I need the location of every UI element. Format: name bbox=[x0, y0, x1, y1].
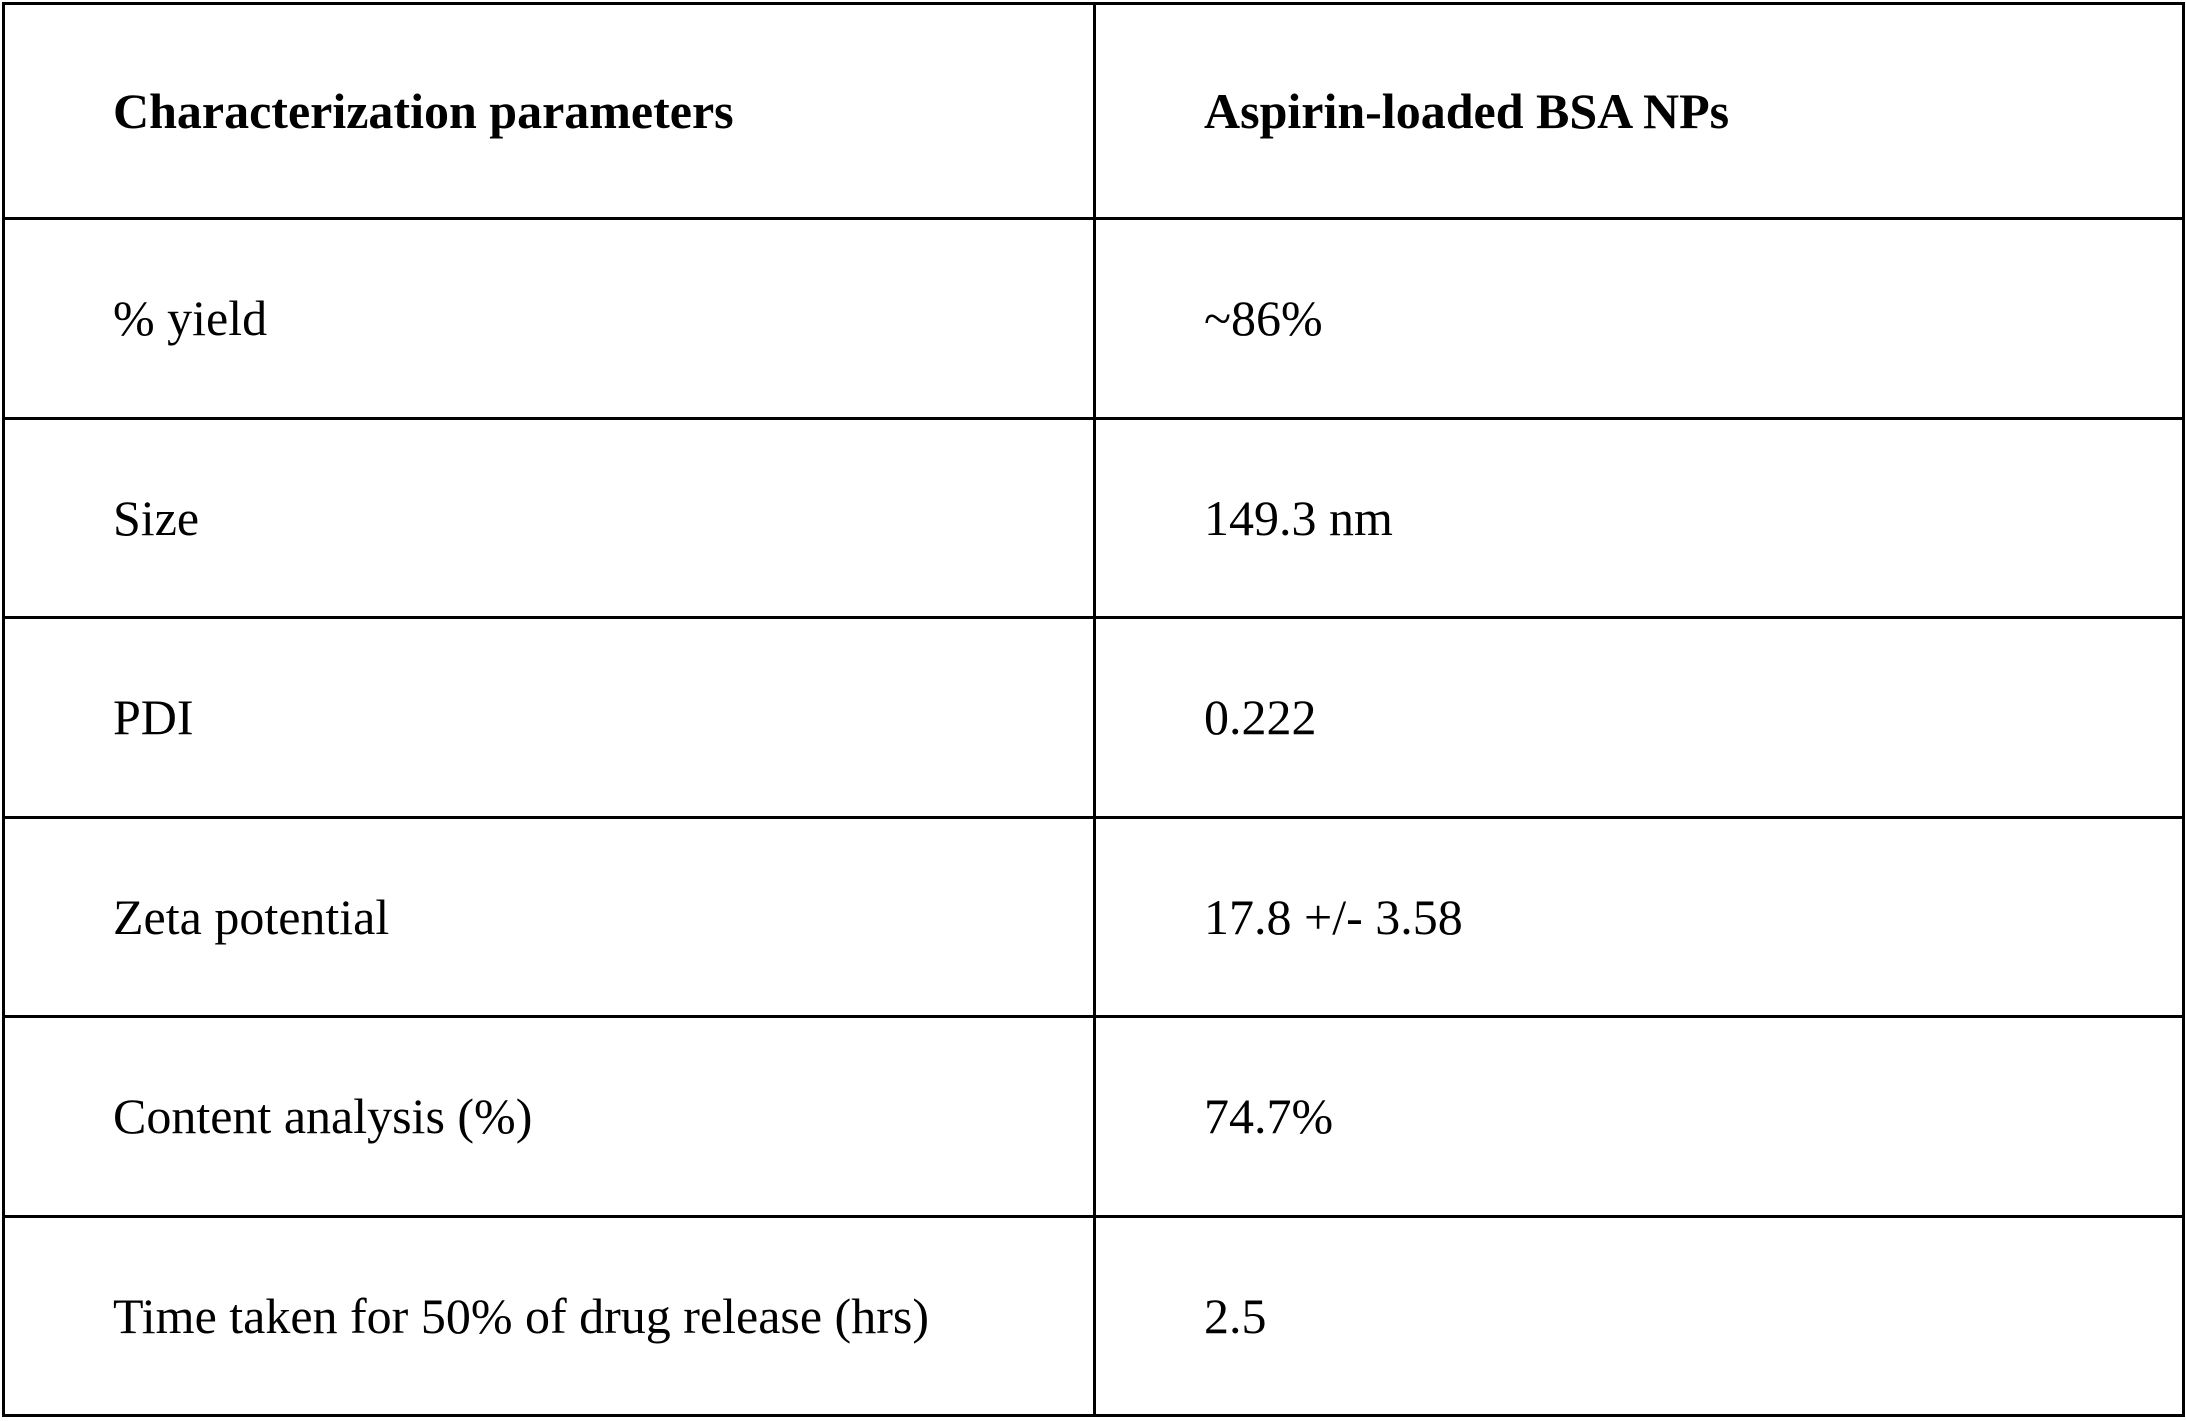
value-cell: ~86% bbox=[1095, 219, 2184, 419]
value-cell: 0.222 bbox=[1095, 618, 2184, 818]
parameter-cell: PDI bbox=[4, 618, 1095, 818]
table-row bbox=[4, 418, 2184, 618]
table-row bbox=[4, 618, 2184, 818]
table-row bbox=[4, 817, 2184, 1017]
value-cell: 149.3 nm bbox=[1095, 418, 2184, 618]
value-cell: 2.5 bbox=[1095, 1216, 2184, 1416]
parameter-cell: Content analysis (%) bbox=[4, 1017, 1095, 1217]
header-row bbox=[4, 4, 2184, 219]
table-row bbox=[4, 1216, 2184, 1416]
header-parameter: Characterization parameters bbox=[4, 4, 1095, 219]
table-header bbox=[4, 4, 2184, 219]
characterization-table bbox=[2, 2, 2185, 1417]
header-aspirin-bsa-nps: Aspirin-loaded BSA NPs bbox=[1095, 4, 2184, 219]
parameter-cell: Zeta potential bbox=[4, 817, 1095, 1017]
parameter-cell: % yield bbox=[4, 219, 1095, 419]
parameter-cell: Time taken for 50% of drug release (hrs) bbox=[4, 1216, 1095, 1416]
table-row bbox=[4, 219, 2184, 419]
table-row bbox=[4, 1017, 2184, 1217]
value-cell: 74.7% bbox=[1095, 1017, 2184, 1217]
table-body bbox=[4, 219, 2184, 1416]
parameter-cell: Size bbox=[4, 418, 1095, 618]
value-cell: 17.8 +/- 3.58 bbox=[1095, 817, 2184, 1017]
